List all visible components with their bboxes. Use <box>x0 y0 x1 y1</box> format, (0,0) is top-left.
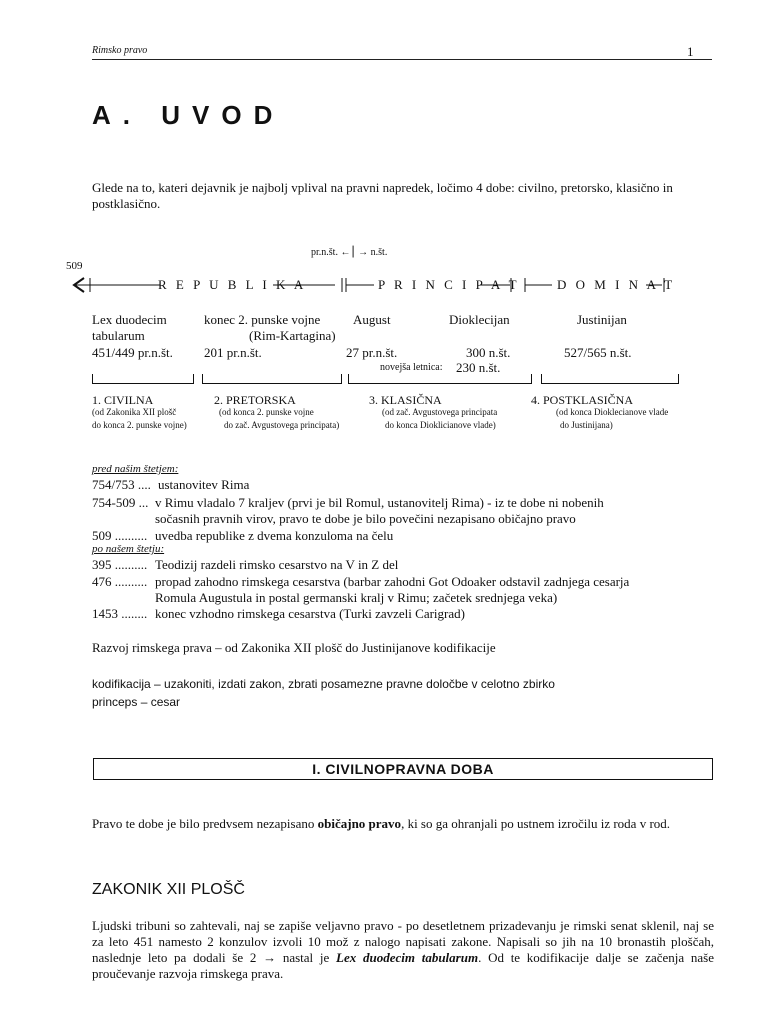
ad-heading: po našem štetju: <box>92 543 165 555</box>
chrono-text-cont: Romula Augustula in postal germanski kralj v Rimu; začetek srednjega veka) <box>155 590 558 605</box>
event-justinian-name: Justinijan <box>577 312 627 327</box>
event-diocletian-date: 300 n.št. <box>466 345 511 360</box>
event-lex-date: 451/449 pr.n.št. <box>92 345 173 360</box>
section-paragraph-text: Pravo te dobe je bilo predvsem nezapisano <box>92 816 318 831</box>
chrono-text: Teodizij razdeli rimsko cesarstvo na V in Z del <box>155 557 399 572</box>
chrono-text: propad zahodno rimskega cesarstva (barbar zahodni Got Odoaker odstavil zadnjega cesarja <box>155 574 630 589</box>
section-paragraph-text-end: , ki so ga ohranjali po ustnem izročilu iz roda v rod. <box>401 816 671 831</box>
chrono-year: 754-509 ... <box>92 495 149 510</box>
section-paragraph <box>92 816 714 832</box>
period-title-klasicna: 3. KLASIČNA <box>369 393 442 407</box>
event-punic-date: 201 pr.n.št. <box>204 345 262 360</box>
period-desc-klasicna-1: (od zač. Avgustovega principata <box>382 407 498 417</box>
chrono-year: 395 .......... <box>92 557 148 572</box>
chrono-text: konec vzhodno rimskega cesarstva (Turki zavzeli Carigrad) <box>155 606 465 621</box>
era-divider-label: pr.n.št. ←⎮ → n.št. <box>311 247 388 258</box>
era-republika: R E P U B L I K A <box>158 277 307 292</box>
period-bracket-civilna <box>92 374 194 384</box>
chrono-text: ustanovitev Rima <box>158 477 250 492</box>
event-justinian-date: 527/565 n.št. <box>564 345 632 360</box>
era-dominat: D O M I N A T <box>557 277 676 292</box>
bc-heading: pred našim štetjem: <box>92 463 179 475</box>
chrono-text: v Rimu vladalo 7 kraljev (prvi je bil Romul, ustanovitelj Rima) - iz te dobe ni nobenih <box>155 495 604 510</box>
header-rule <box>92 59 712 60</box>
period-title-civilna: 1. CIVILNA <box>92 393 154 407</box>
definition-kodifikacija: kodifikacija – uzakoniti, izdati zakon, zbrati posamezne pravne določbe v celotno zbirko <box>92 677 555 691</box>
period-desc-postklasicna-2: do Justinijana) <box>560 420 613 430</box>
period-bracket-postklasicna <box>541 374 679 384</box>
chrono-year: 1453 ........ <box>92 606 148 621</box>
period-title-postklasicna: 4. POSTKLASIČNA <box>531 393 634 407</box>
era-principat: P R I N C I P A T <box>378 277 520 292</box>
period-bracket-pretorska <box>202 374 342 384</box>
start-year-label: 509 <box>66 260 83 272</box>
period-desc-pretorska-1: (od konca 2. punske vojne <box>219 407 314 417</box>
period-desc-postklasicna-1: (od konca Dioklecianove vlade <box>556 407 669 417</box>
section-paragraph-bold: običajno pravo <box>317 816 402 831</box>
development-line: Razvoj rimskega prava – od Zakonika XII plošč do Justinijanove kodifikacije <box>92 640 496 655</box>
running-header-title: Rimsko pravo <box>92 45 148 56</box>
period-bracket-klasicna <box>348 374 532 384</box>
event-lex-name: Lex duodecim <box>92 312 167 327</box>
new-year-label: novejša letnica: <box>380 362 443 373</box>
event-august-name: August <box>353 312 391 327</box>
chapter-heading: A. UVOD <box>92 100 285 130</box>
chrono-year: 476 .......... <box>92 574 148 589</box>
chrono-year: 509 .......... <box>92 528 148 543</box>
chrono-text: uvedba republike z dvema konzuloma na čelu <box>155 528 394 543</box>
zakonik-text: Ljudski tribuni so zahtevali, naj se zapiše veljavno pravo - po desetletnem prizadevanju je rimski senat sklenil, naj se za leto 451 namesto 2 konzulov izvoli 10 mož z nalogo napisati zakone. Napisali so jih na 10 bronastih ploščah, naslednje leto pa dodali še 2 → nastal je <box>92 918 714 965</box>
event-diocletian-name: Dioklecijan <box>449 312 510 327</box>
event-punic-name: konec 2. punske vojne <box>204 312 321 327</box>
zakonik-paragraph <box>92 918 714 982</box>
chrono-text-cont: sočasnih pravnih virov, pravo te dobe je bilo povečini nezapisano običajno pravo <box>155 511 576 526</box>
period-title-pretorska: 2. PRETORSKA <box>214 393 296 407</box>
page-number: 1 <box>687 44 694 59</box>
period-desc-civilna-1: (od Zakonika XII plošč <box>92 407 177 417</box>
zakonik-lex-title: Lex duodecim tabularum <box>336 950 479 965</box>
section-title-box: I. CIVILNOPRAVNA DOBA <box>93 758 713 780</box>
subheading-zakonik: ZAKONIK XII PLOŠČ <box>92 881 245 898</box>
event-punic-name2: (Rim-Kartagina) <box>249 328 336 343</box>
event-lex-name2: tabularum <box>92 328 145 343</box>
period-desc-civilna-2: do konca 2. punske vojne) <box>92 420 187 430</box>
intro-paragraph: Glede na to, kateri dejavnik je najbolj vplival na pravni napredek, ločimo 4 dobe: civilno, pretorsko, klasično in postklasično. <box>92 180 673 211</box>
chrono-year: 754/753 .... <box>92 477 151 492</box>
period-desc-pretorska-2: do zač. Avgustovega principata) <box>224 420 340 430</box>
new-year-value: 230 n.št. <box>456 360 501 375</box>
event-august-date: 27 pr.n.št. <box>346 345 398 360</box>
period-desc-klasicna-2: do konca Dioklicianove vlade) <box>385 420 496 430</box>
zakonik-text-end: . Od te kodifikacije dalje se začenja naše proučevanje razvoja rimskega prava. <box>92 950 715 981</box>
definition-princeps: princeps – cesar <box>92 695 181 709</box>
